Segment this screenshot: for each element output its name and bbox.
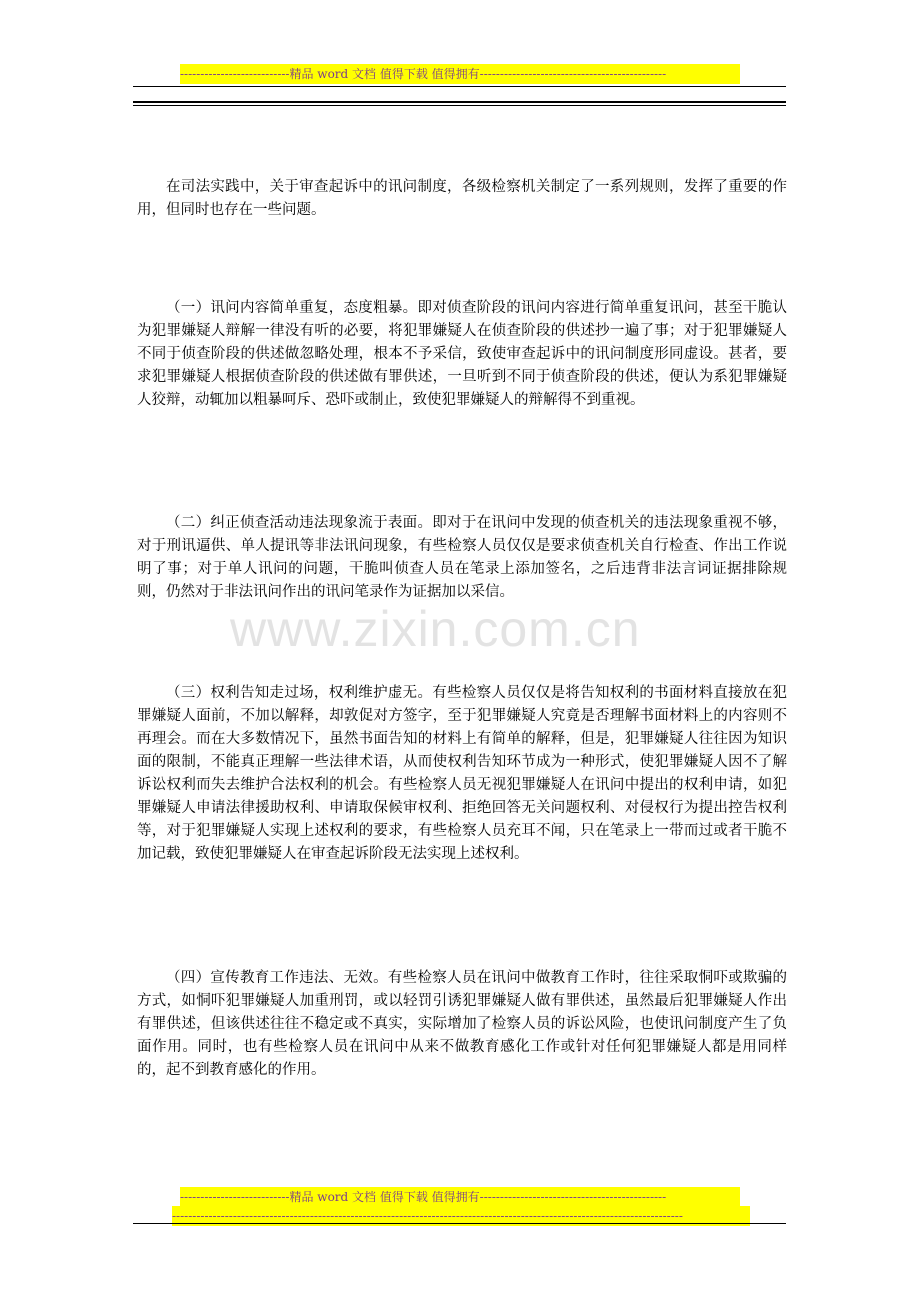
header-banner: ---------------------------精品 word 文档 值得下载 值得拥有---------------------------------------------- xyxy=(180,64,740,84)
footer-banner: ---------------------------精品 word 文档 值得下载 值得拥有---------------------------------------------- xyxy=(180,1187,740,1207)
header-double-rule-upper xyxy=(133,101,786,103)
paragraph-section-1: （一）讯问内容简单重复，态度粗暴。即对侦查阶段的讯问内容进行简单重复讯问，甚至干脆认为犯罪嫌疑人辩解一律没有听的必要，将犯罪嫌疑人在侦查阶段的供述抄一遍了事；对于犯罪嫌疑人不同于侦查阶段的供述做忽略处理，根本不予采信，致使审查起诉中的讯问制度形同虚设。甚者，要求犯罪嫌疑人根据侦查阶段的供述做有罪供述，一旦听到不同于侦查阶段的供述，便认为系犯罪嫌疑人狡辩，动辄加以粗暴呵斥、恐吓或制止，致使犯罪嫌疑人的辩解得不到重视。 xyxy=(137,300,787,408)
footer-rule xyxy=(133,1223,786,1224)
paragraph-intro: 在司法实践中，关于审查起诉中的讯问制度，各级检察机关制定了一系列规则，发挥了重要的作用，但同时也存在一些问题。 xyxy=(137,179,787,218)
paragraph-section-4: （四）宣传教育工作违法、无效。有些检察人员在讯问中做教育工作时，往往采取恫吓或欺骗的方式，如恫吓犯罪嫌疑人加重刑罚，或以轻罚引诱犯罪嫌疑人做有罪供述，虽然最后犯罪嫌疑人作出有罪供述，但该供述往往不稳定或不真实，实际增加了检察人员的诉讼风险，也使讯问制度产生了负面作用。同时，也有些检察人员在讯问中从来不做教育感化工作或针对任何犯罪嫌疑人都是用同样的，起不到教育感化的作用。 xyxy=(137,970,787,1078)
watermark: www.zixin.com.cn xyxy=(230,601,641,657)
paragraph-section-2: （二）纠正侦查活动违法现象流于表面。即对于在讯问中发现的侦查机关的违法现象重视不够，对于刑讯逼供、单人提讯等非法讯问现象，有些检察人员仅仅是要求侦查机关自行检查、作出工作说明了事；对于单人讯问的问题，干脆叫侦查人员在笔录上添加签名，之后违背非法言词证据排除规则，仍然对于非法讯问作出的讯问笔录作为证据加以采信。 xyxy=(137,515,787,600)
footer-dash-line: ------------------------------------------------------------------------------------------------------------------------------ xyxy=(172,1206,750,1226)
header-rule xyxy=(133,86,786,87)
paragraph-section-3: （三）权利告知走过场，权利维护虚无。有些检察人员仅仅是将告知权利的书面材料直接放在犯罪嫌疑人面前，不加以解释，却敦促对方签字，至于犯罪嫌疑人究竟是否理解书面材料上的内容则不再理会。而在大多数情况下，虽然书面告知的材料上有简单的解释，但是，犯罪嫌疑人往往因为知识面的限制，不能真正理解一些法律术语，从而使权利告知环节成为一种形式，使犯罪嫌疑人因不了解诉讼权利而失去维护合法权利的机会。有些检察人员无视犯罪嫌疑人在讯问中提出的权利申请，如犯罪嫌疑人申请法律援助权利、申请取保候审权利、拒绝回答无关问题权利、对侵权行为提出控告权利等，对于犯罪嫌疑人实现上述权利的要求，有些检察人员充耳不闻，只在笔录上一带而过或者干脆不加记载，致使犯罪嫌疑人在审查起诉阶段无法实现上述权利。 xyxy=(137,685,787,862)
header-double-rule-lower xyxy=(133,105,786,106)
